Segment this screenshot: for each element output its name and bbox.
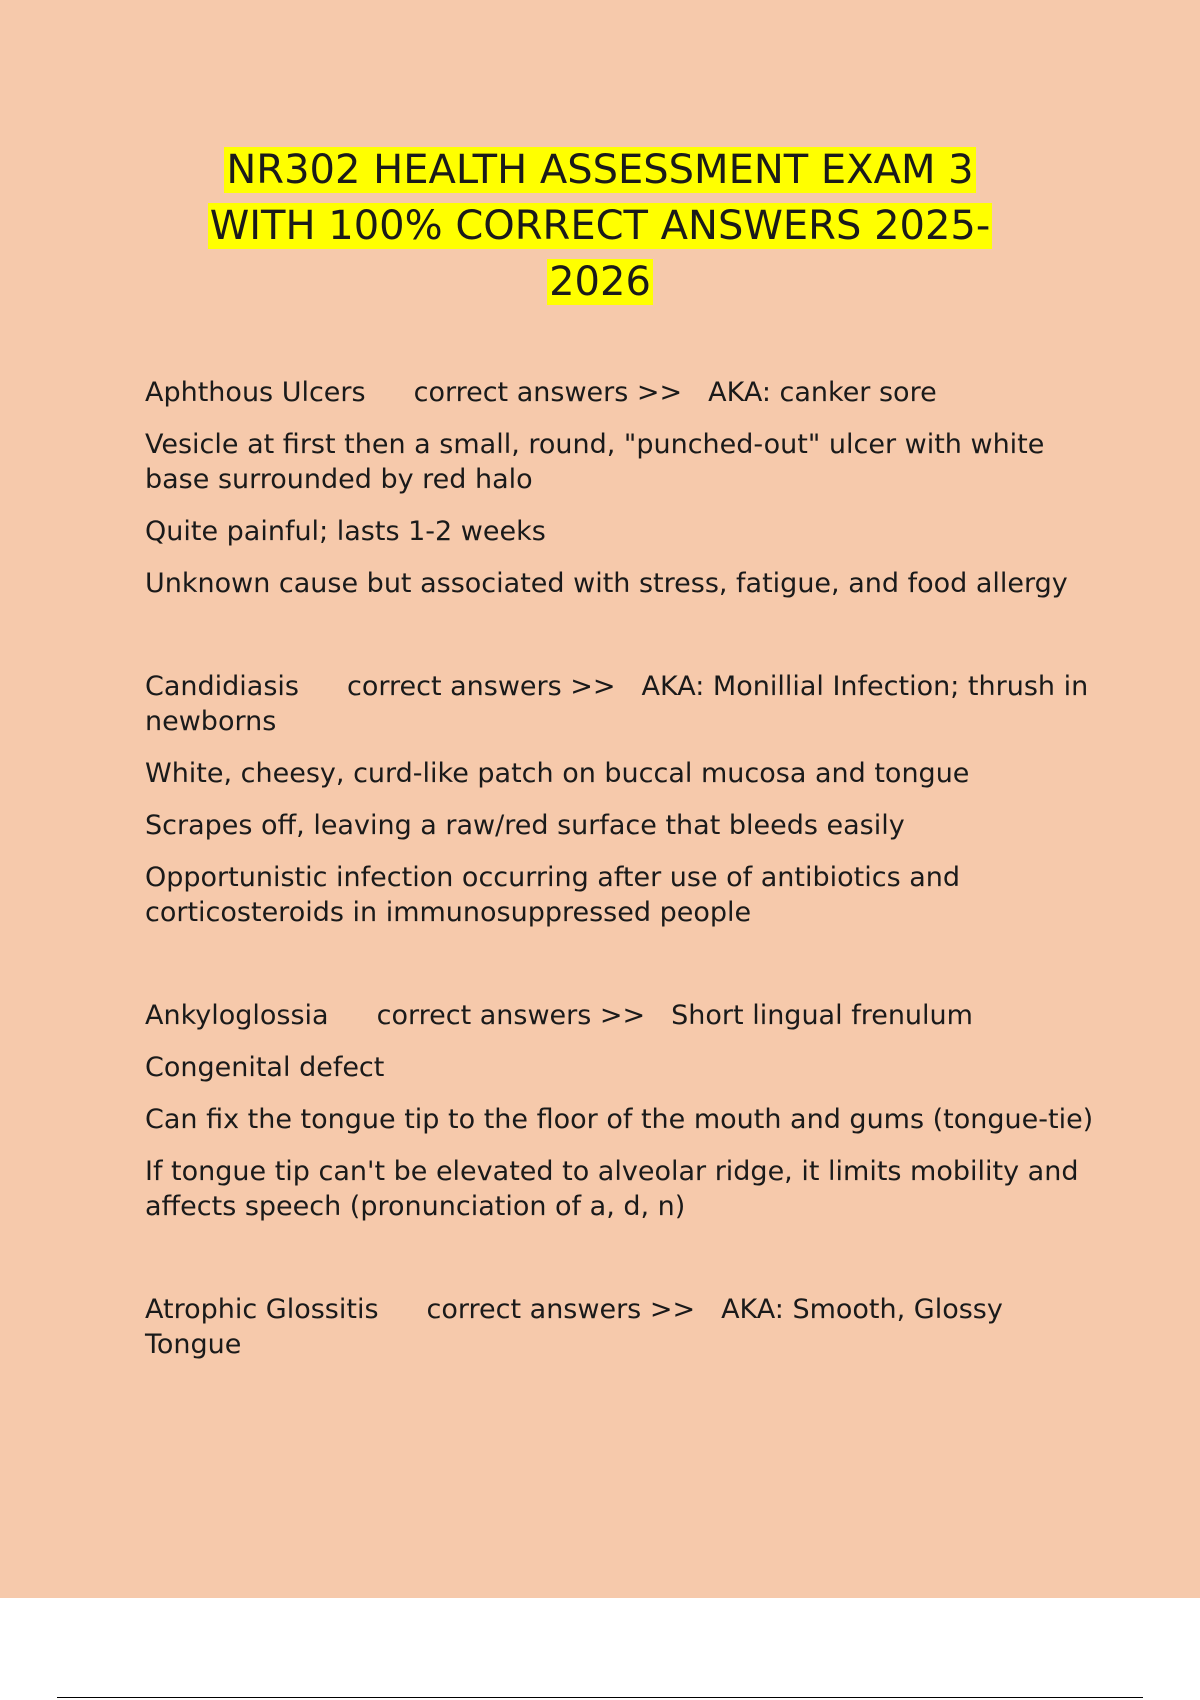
answer: AKA: canker sore bbox=[708, 377, 937, 408]
term: Atrophic Glossitis bbox=[145, 1294, 379, 1325]
qa-entry-candidiasis bbox=[145, 669, 1105, 930]
answer-connector: correct answers >> bbox=[346, 671, 616, 702]
detail-line: Congenital defect bbox=[145, 1052, 385, 1083]
answer-connector: correct answers >> bbox=[426, 1294, 696, 1325]
answer: Short lingual frenulum bbox=[671, 1000, 973, 1031]
detail-line: Opportunistic infection occurring after use of antibiotics and corticosteroids in immunosuppressed people bbox=[145, 862, 961, 928]
document-title bbox=[0, 142, 1200, 310]
question-line bbox=[145, 669, 1105, 739]
answer-connector: correct answers >> bbox=[413, 377, 683, 408]
detail-line: Scrapes off, leaving a raw/red surface that bleeds easily bbox=[145, 810, 905, 841]
qa-entry-ankyloglossia bbox=[145, 998, 1105, 1224]
qa-entry-aphthous-ulcers bbox=[145, 375, 1105, 601]
detail-line: Vesicle at first then a small, round, "punched-out" ulcer with white base surrounded by red halo bbox=[145, 429, 1045, 495]
detail-line: White, cheesy, curd-like patch on buccal mucosa and tongue bbox=[145, 758, 970, 789]
question-line bbox=[145, 998, 1105, 1033]
question-line bbox=[145, 375, 1105, 410]
detail-line: Can fix the tongue tip to the floor of the mouth and gums (tongue-tie) bbox=[145, 1104, 1094, 1135]
qa-entry-atrophic-glossitis bbox=[145, 1292, 1105, 1362]
qa-list bbox=[145, 375, 1105, 1430]
answer: AKA: Smooth, Glossy Tongue bbox=[145, 1294, 1003, 1360]
detail-line: Unknown cause but associated with stress, fatigue, and food allergy bbox=[145, 568, 1068, 599]
answer-connector: correct answers >> bbox=[376, 1000, 646, 1031]
detail-line: If tongue tip can't be elevated to alveolar ridge, it limits mobility and affects speech (pronunciation of a, d, n) bbox=[145, 1156, 1079, 1222]
term: Aphthous Ulcers bbox=[145, 377, 366, 408]
title-line-2: WITH 100% CORRECT ANSWERS 2025- bbox=[209, 203, 991, 249]
footer-divider bbox=[57, 1697, 1143, 1698]
term: Candidiasis bbox=[145, 671, 299, 702]
title-line-1: NR302 HEALTH ASSESSMENT EXAM 3 bbox=[226, 147, 974, 193]
term: Ankyloglossia bbox=[145, 1000, 329, 1031]
answer: AKA: Monillial Infection; thrush in newborns bbox=[145, 671, 1089, 737]
title-line-3: 2026 bbox=[549, 259, 651, 305]
detail-line: Quite painful; lasts 1-2 weeks bbox=[145, 516, 546, 547]
question-line bbox=[145, 1292, 1105, 1362]
